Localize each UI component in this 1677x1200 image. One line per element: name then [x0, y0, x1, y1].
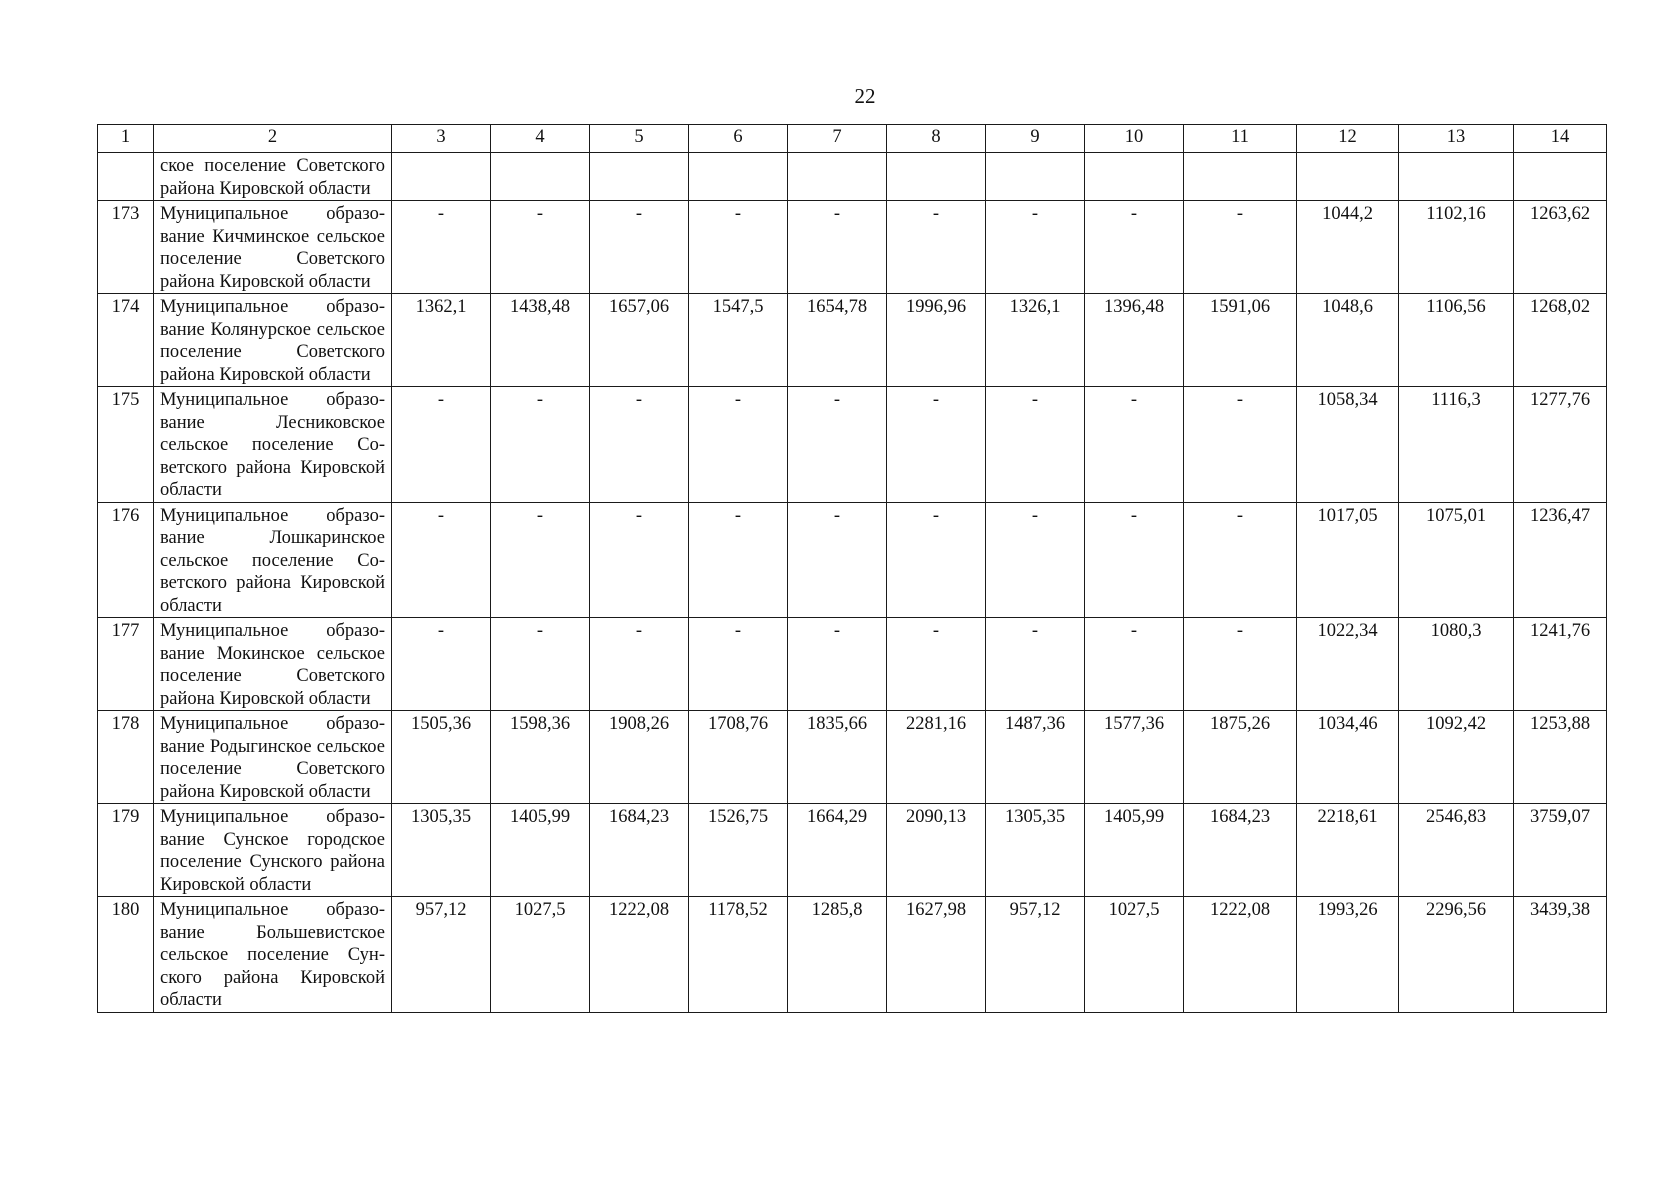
value-cell: -	[491, 387, 590, 503]
value-cell	[590, 153, 689, 201]
value-cell	[1514, 153, 1607, 201]
value-cell: 2281,16	[887, 711, 986, 804]
value-cell: 1684,23	[1184, 804, 1297, 897]
value-cell: 1222,08	[590, 897, 689, 1013]
value-cell: -	[689, 387, 788, 503]
value-cell: 1305,35	[986, 804, 1085, 897]
table-row	[98, 294, 1607, 387]
municipality-name: Муниципальное образование Колянурское сельское поселение Советского района Кировской области	[154, 294, 392, 387]
value-cell: 1577,36	[1085, 711, 1184, 804]
row-number: 177	[98, 618, 154, 711]
value-cell: 1305,35	[392, 804, 491, 897]
value-cell: 1526,75	[689, 804, 788, 897]
value-cell: 1102,16	[1399, 201, 1514, 294]
value-cell	[1184, 153, 1297, 201]
value-cell: 2546,83	[1399, 804, 1514, 897]
value-cell	[788, 153, 887, 201]
value-cell: 1027,5	[491, 897, 590, 1013]
value-cell: -	[887, 618, 986, 711]
value-cell	[887, 153, 986, 201]
column-header: 11	[1184, 125, 1297, 153]
row-number: 174	[98, 294, 154, 387]
value-cell: 1268,02	[1514, 294, 1607, 387]
value-cell: 957,12	[986, 897, 1085, 1013]
table-row	[98, 618, 1607, 711]
value-cell	[1085, 153, 1184, 201]
table-row	[98, 897, 1607, 1013]
value-cell: 1708,76	[689, 711, 788, 804]
row-number	[98, 153, 154, 201]
row-number: 179	[98, 804, 154, 897]
value-cell: 1396,48	[1085, 294, 1184, 387]
column-header: 5	[590, 125, 689, 153]
value-cell: -	[491, 502, 590, 618]
value-cell: 1875,26	[1184, 711, 1297, 804]
value-cell: 1027,5	[1085, 897, 1184, 1013]
value-cell: 1277,76	[1514, 387, 1607, 503]
row-number: 180	[98, 897, 154, 1013]
value-cell: 3759,07	[1514, 804, 1607, 897]
value-cell: -	[689, 502, 788, 618]
column-header: 12	[1297, 125, 1399, 153]
value-cell: 1106,56	[1399, 294, 1514, 387]
value-cell: -	[689, 618, 788, 711]
value-cell: 1222,08	[1184, 897, 1297, 1013]
value-cell: -	[887, 387, 986, 503]
value-cell: -	[392, 201, 491, 294]
value-cell: 1598,36	[491, 711, 590, 804]
table-row	[98, 502, 1607, 618]
value-cell: -	[590, 201, 689, 294]
value-cell	[1297, 153, 1399, 201]
column-number-row	[98, 125, 1607, 153]
value-cell: -	[1085, 618, 1184, 711]
value-cell: -	[887, 502, 986, 618]
value-cell: 1405,99	[491, 804, 590, 897]
value-cell: 1048,6	[1297, 294, 1399, 387]
value-cell	[689, 153, 788, 201]
value-cell: -	[392, 387, 491, 503]
value-cell: 1835,66	[788, 711, 887, 804]
municipality-name: Муниципальное образование Большевистское сельское поселение Сунского района Кировской области	[154, 897, 392, 1013]
value-cell: 1326,1	[986, 294, 1085, 387]
value-cell: 1253,88	[1514, 711, 1607, 804]
value-cell: 1627,98	[887, 897, 986, 1013]
value-cell: 1547,5	[689, 294, 788, 387]
value-cell: -	[392, 618, 491, 711]
table-row	[98, 711, 1607, 804]
table-row	[98, 804, 1607, 897]
table-row	[98, 201, 1607, 294]
municipality-name: Муниципальное образование Лесниковское сельское поселение Советского района Кировской области	[154, 387, 392, 503]
value-cell: -	[689, 201, 788, 294]
value-cell: 1236,47	[1514, 502, 1607, 618]
value-cell: 1908,26	[590, 711, 689, 804]
municipality-name: Муниципальное образование Кичминское сельское поселение Советского района Кировской области	[154, 201, 392, 294]
value-cell: 3439,38	[1514, 897, 1607, 1013]
value-cell: 1654,78	[788, 294, 887, 387]
value-cell: 2218,61	[1297, 804, 1399, 897]
value-cell: -	[491, 618, 590, 711]
value-cell: -	[1085, 502, 1184, 618]
value-cell: 1362,1	[392, 294, 491, 387]
value-cell: 1075,01	[1399, 502, 1514, 618]
municipality-name: Муниципальное образование Сунское городское поселение Сунского района Кировской области	[154, 804, 392, 897]
value-cell: -	[1085, 201, 1184, 294]
value-cell: -	[1184, 502, 1297, 618]
value-cell: 1405,99	[1085, 804, 1184, 897]
value-cell: 2090,13	[887, 804, 986, 897]
row-number: 176	[98, 502, 154, 618]
value-cell: -	[887, 201, 986, 294]
column-header: 1	[98, 125, 154, 153]
value-cell: -	[1184, 201, 1297, 294]
page-number: 22	[854, 84, 876, 108]
value-cell: -	[590, 502, 689, 618]
value-cell: 1044,2	[1297, 201, 1399, 294]
row-number: 178	[98, 711, 154, 804]
column-header: 4	[491, 125, 590, 153]
column-header: 10	[1085, 125, 1184, 153]
value-cell	[986, 153, 1085, 201]
value-cell: -	[986, 502, 1085, 618]
value-cell: -	[1085, 387, 1184, 503]
value-cell	[392, 153, 491, 201]
column-header: 8	[887, 125, 986, 153]
column-header: 9	[986, 125, 1085, 153]
value-cell: 1092,42	[1399, 711, 1514, 804]
value-cell: -	[1184, 618, 1297, 711]
value-cell: 1034,46	[1297, 711, 1399, 804]
value-cell: 1657,06	[590, 294, 689, 387]
row-number: 175	[98, 387, 154, 503]
value-cell: 1505,36	[392, 711, 491, 804]
value-cell: 1996,96	[887, 294, 986, 387]
column-header: 2	[154, 125, 392, 153]
value-cell: 1017,05	[1297, 502, 1399, 618]
value-cell: -	[986, 387, 1085, 503]
municipality-name: Муниципальное образование Мокинское сельское поселение Советского района Кировской области	[154, 618, 392, 711]
value-cell: 1263,62	[1514, 201, 1607, 294]
municipality-name: Муниципальное образование Родыгинское сельское поселение Советского района Кировской области	[154, 711, 392, 804]
value-cell: 1487,36	[986, 711, 1085, 804]
row-number: 173	[98, 201, 154, 294]
value-cell: 1241,76	[1514, 618, 1607, 711]
value-cell: 1080,3	[1399, 618, 1514, 711]
value-cell: 1178,52	[689, 897, 788, 1013]
value-cell: -	[392, 502, 491, 618]
value-cell: -	[788, 618, 887, 711]
value-cell: 1664,29	[788, 804, 887, 897]
value-cell: -	[1184, 387, 1297, 503]
value-cell: 1591,06	[1184, 294, 1297, 387]
value-cell: 1285,8	[788, 897, 887, 1013]
value-cell	[1399, 153, 1514, 201]
value-cell: -	[986, 618, 1085, 711]
value-cell: -	[590, 618, 689, 711]
column-header: 3	[392, 125, 491, 153]
value-cell: 2296,56	[1399, 897, 1514, 1013]
value-cell: -	[590, 387, 689, 503]
value-cell: 1993,26	[1297, 897, 1399, 1013]
value-cell: 1438,48	[491, 294, 590, 387]
column-header: 7	[788, 125, 887, 153]
value-cell: 1684,23	[590, 804, 689, 897]
value-cell: 1058,34	[1297, 387, 1399, 503]
table-row	[98, 153, 1607, 201]
municipality-name: Муниципальное образование Лошкаринское сельское поселение Советского района Кировской области	[154, 502, 392, 618]
value-cell: 957,12	[392, 897, 491, 1013]
column-header: 6	[689, 125, 788, 153]
value-cell: 1116,3	[1399, 387, 1514, 503]
value-cell: -	[986, 201, 1085, 294]
column-header: 13	[1399, 125, 1514, 153]
column-header: 14	[1514, 125, 1607, 153]
municipality-name: ское поселение Советского района Кировской области	[154, 153, 392, 201]
value-cell: -	[491, 201, 590, 294]
value-cell	[491, 153, 590, 201]
value-cell: 1022,34	[1297, 618, 1399, 711]
table-body	[98, 153, 1607, 1013]
value-cell: -	[788, 387, 887, 503]
tariff-table	[97, 124, 1607, 1013]
value-cell: -	[788, 201, 887, 294]
table-row	[98, 387, 1607, 503]
value-cell: -	[788, 502, 887, 618]
